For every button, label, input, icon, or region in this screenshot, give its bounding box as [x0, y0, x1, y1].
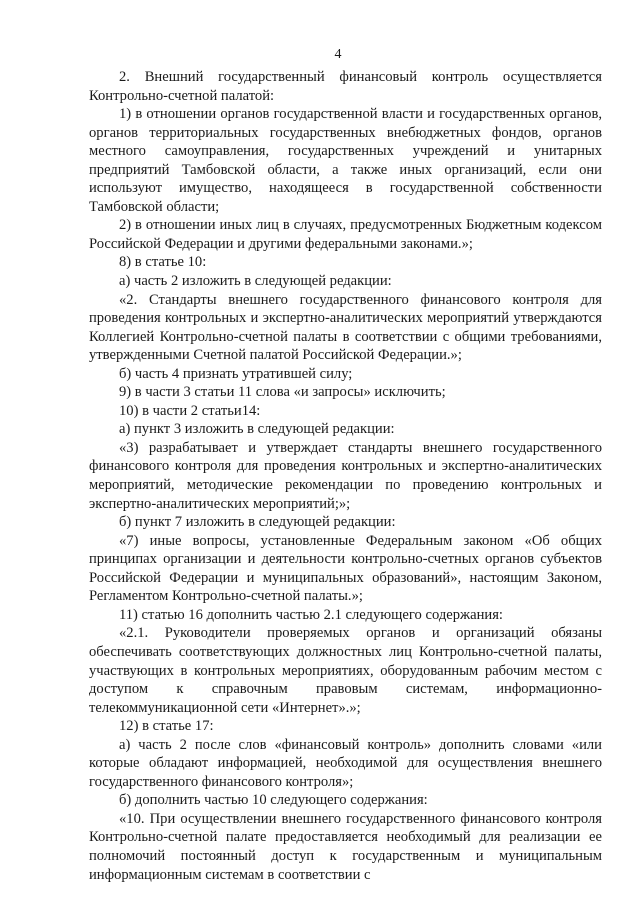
paragraph-item-8b: б) часть 4 признать утратившей силу; — [119, 365, 353, 382]
paragraph-quote-part-10: «10. При осуществлении внешнего государственного финансового контроля Контрольно-счетной палате предоставляется необходимый для реализации ее полномочий постоянный доступ к государственным и муниципальным информационным системам в соответствии с — [89, 810, 602, 883]
paragraph-quote-point-7: «7) иные вопросы, установленные Федеральным законом «Об общих принципах организации и деятельности контрольно-счетных органов субъектов Российской Федерации и муниципальных образований», настоящим Законом, Регламентом Контрольно-счетной палаты.»; — [89, 532, 602, 605]
paragraph-item-8a: а) часть 2 изложить в следующей редакции: — [119, 273, 392, 290]
paragraph-subitem-1: 1) в отношении органов государственной власти и государственных органов, органов территориальных государственных внебюджетных фондов, органов местного самоуправления, государственных учреждений и унитарных предприятий Тамбовской области, а также иных организаций, если они используют имущество, находящееся в государственной собственности Тамбовской области; — [89, 106, 602, 215]
paragraph-item-10a: а) пункт 3 изложить в следующей редакции: — [119, 421, 395, 438]
paragraph-item-12a: а) часть 2 после слов «финансовый контроль» дополнить словами «или которые обладают информацией, необходимой для осуществления внешнего государственного финансового контроля»; — [89, 736, 602, 790]
paragraph-item-10: 10) в части 2 статьи14: — [119, 402, 261, 419]
paragraph-quote-2-1: «2.1. Руководители проверяемых органов и организаций обязаны обеспечивать соответствующих должностных лиц Контрольно-счетной палаты, участвующих в контрольных мероприятиях, оборудованным рабочим местом с доступом к справочным правовым системам, информационно-телекоммуникационной сети «Интернет».»; — [89, 625, 602, 716]
page-number: 4 — [334, 47, 342, 62]
paragraph-item-8: 8) в статье 10: — [119, 254, 207, 271]
paragraph-item-12: 12) в статье 17: — [119, 718, 214, 735]
paragraph-item-11: 11) статью 16 дополнить частью 2.1 следующего содержания: — [119, 606, 503, 623]
paragraph-item-10b: б) пункт 7 изложить в следующей редакции: — [119, 514, 396, 531]
document-body — [89, 68, 602, 884]
paragraph-item-12b: б) дополнить частью 10 следующего содержания: — [119, 792, 428, 809]
paragraph-item-2: 2. Внешний государственный финансовый контроль осуществляется Контрольно-счетной палатой: — [89, 69, 602, 104]
paragraph-item-9: 9) в части 3 статьи 11 слова «и запросы» исключить; — [119, 384, 446, 401]
paragraph-quote-point-3: «3) разрабатывает и утверждает стандарты внешнего государственного финансового контроля для проведения контрольных и экспертно-аналитических мероприятий, методические рекомендации по проведению контрольных и экспертно-аналитических мероприятий;»; — [89, 439, 602, 512]
paragraph-quote-standards: «2. Стандарты внешнего государственного финансового контроля для проведения контрольных и экспертно-аналитических мероприятий утверждаются Коллегией Контрольно-счетной палаты в соответствии с общими требованиями, утвержденными Счетной палатой Российской Федерации.»; — [89, 291, 602, 364]
paragraph-subitem-2: 2) в отношении иных лиц в случаях, предусмотренных Бюджетным кодексом Российской Федерации и другими федеральными законами.»; — [89, 217, 602, 252]
